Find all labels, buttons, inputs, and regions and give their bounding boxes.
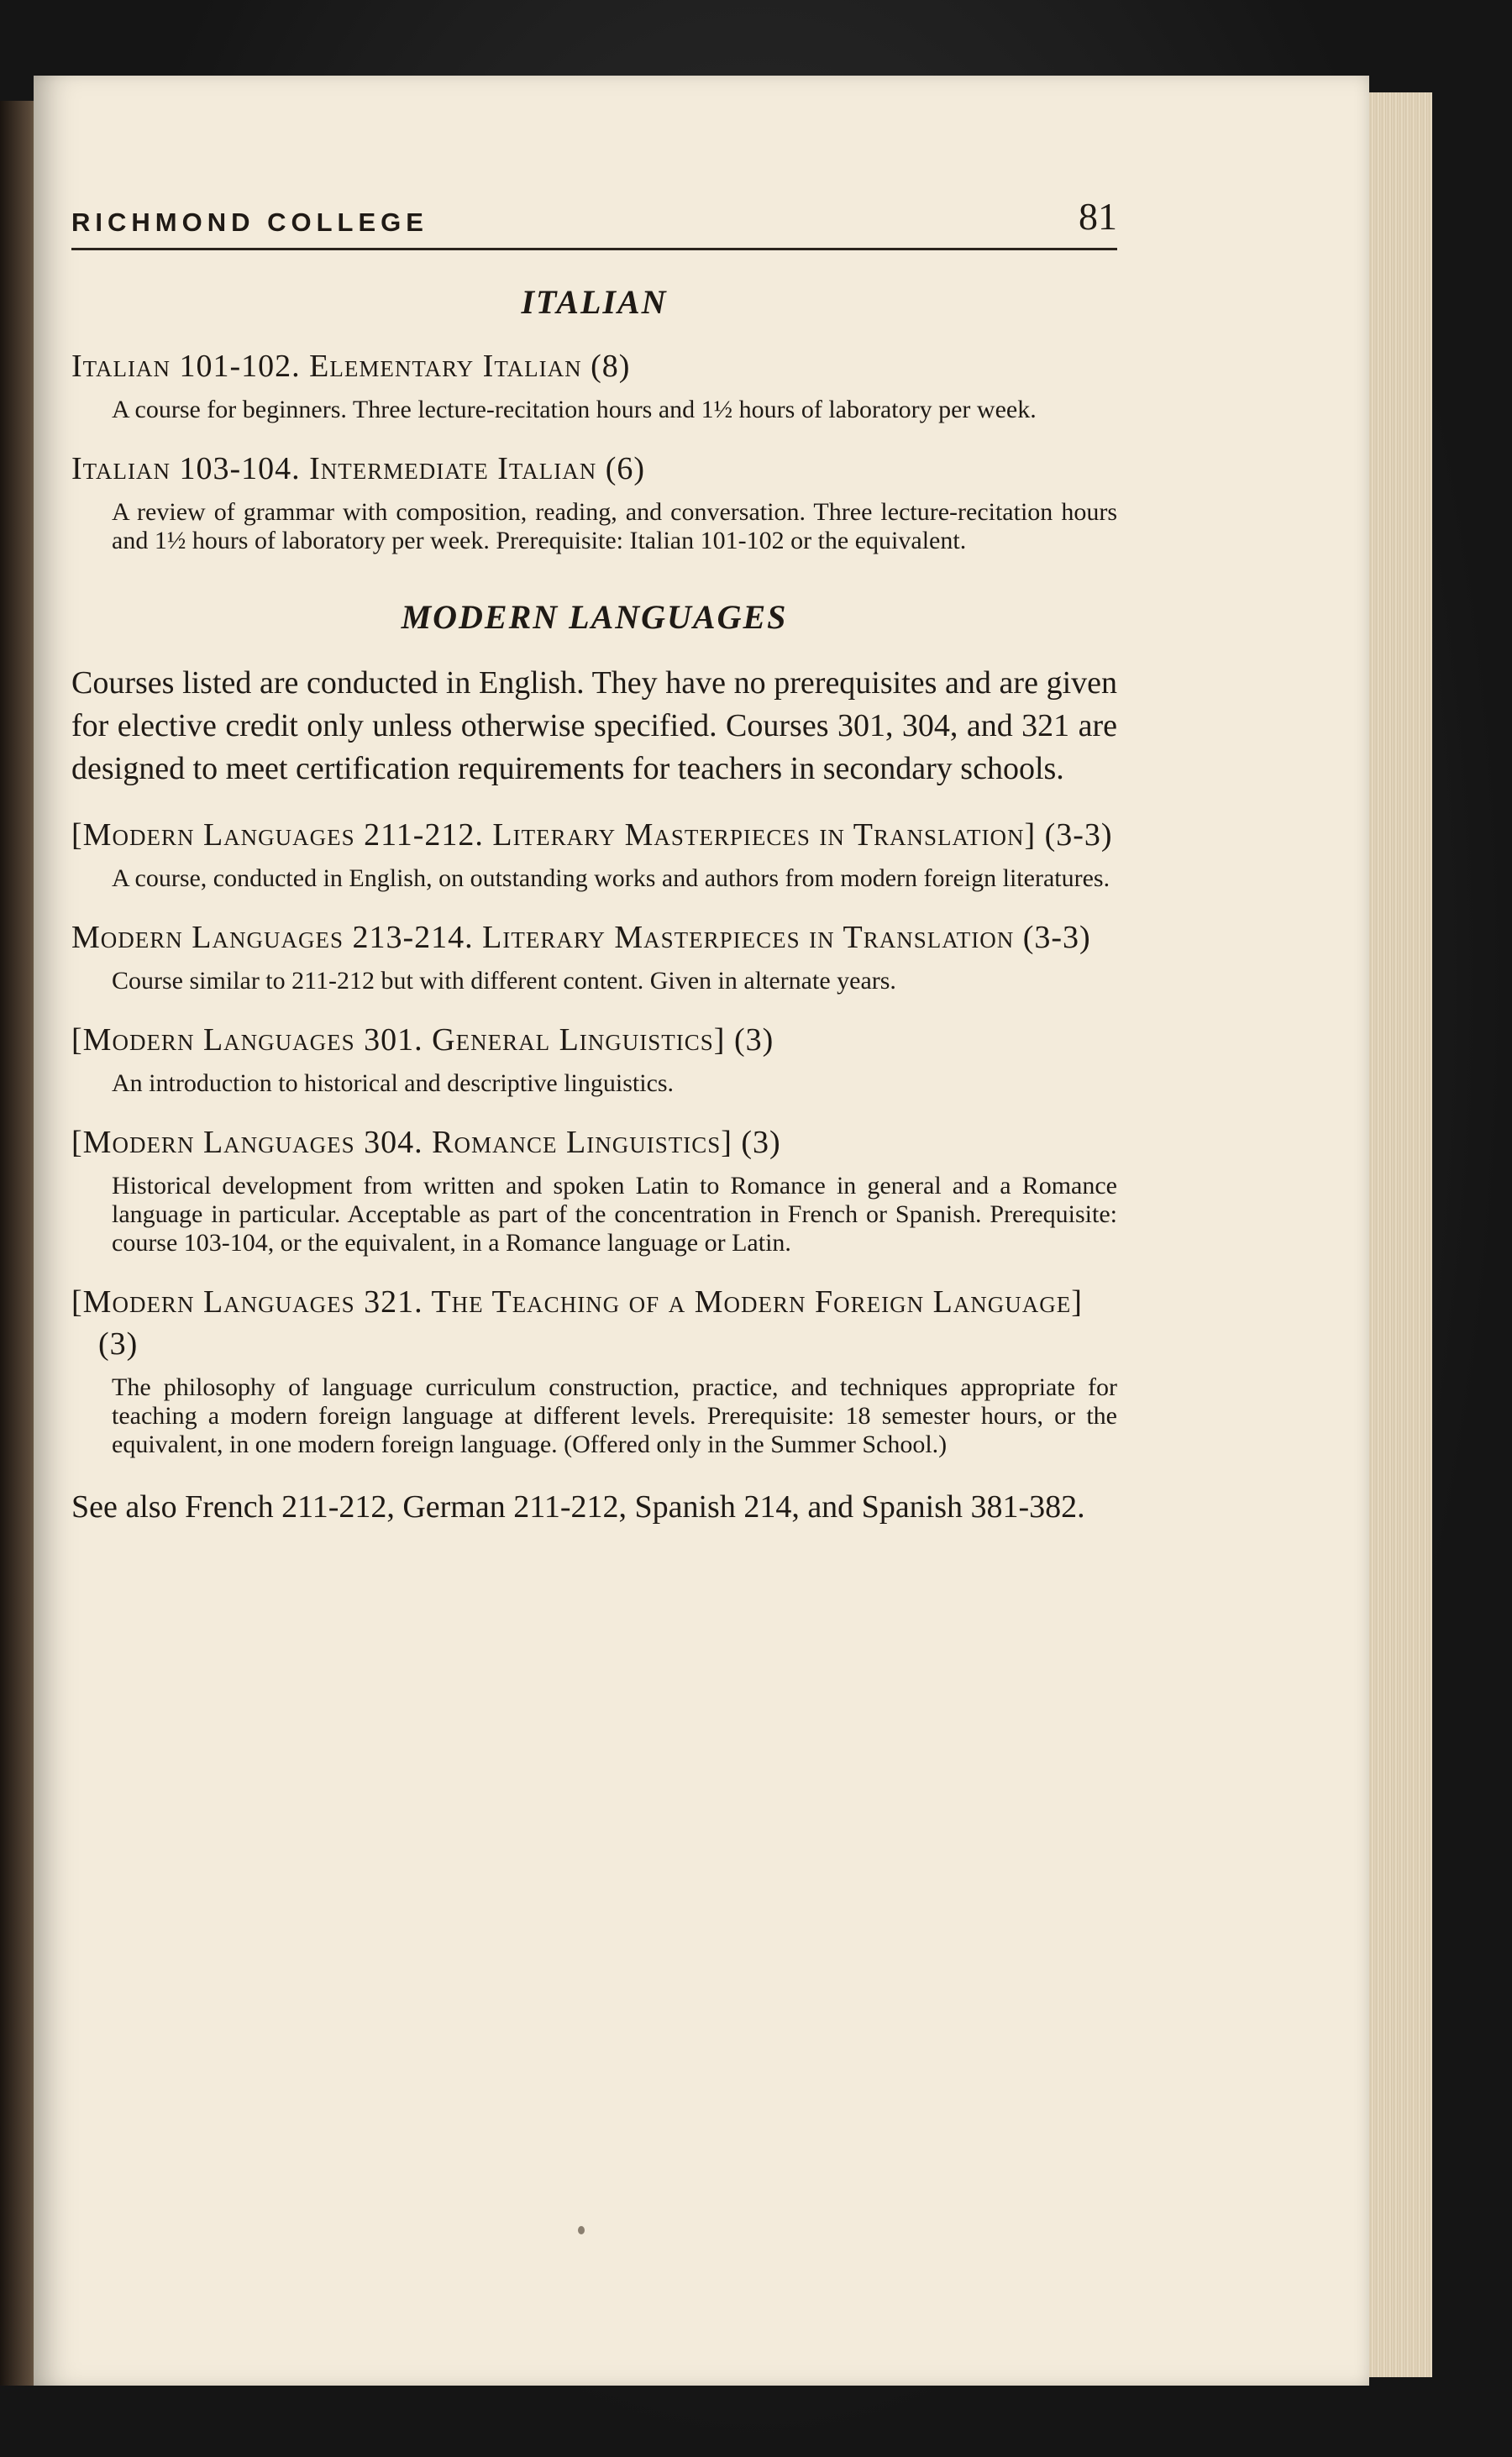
course-heading: Italian 103-104. Intermediate Italian (6) [71,451,646,486]
course-heading: [Modern Languages 211-212. Literary Masterpieces in Translation] (3-3) [71,817,1113,853]
course-description: A review of grammar with composition, reading, and conversation. Three lecture-recitation hours and 1½ hours of laboratory per week. Prerequisite: Italian 101-102 or the equivalent. [112,498,1117,554]
course-description: A course for beginners. Three lecture-recitation hours and 1½ hours of laboratory per week. [112,396,1037,423]
course-description: The philosophy of language curriculum construction, practice, and techniques appropriate for teaching a modern foreign language at different levels. Prerequisite: 18 semester hours, or the equivalent, in one modern foreign language. (Offered only in the Summer School.) [112,1373,1117,1458]
course-description: Historical development from written and spoken Latin to Romance in general and a Romance language in particular. Acceptable as part of the concentration in French or Spanish. Prerequisite: course 103-104, or the equivalent, in a Romance language or Latin. [112,1172,1117,1257]
see-also-note: See also French 211-212, German 211-212, Spanish 214, and Spanish 381-382. [71,1489,1085,1525]
page-content [71,189,1117,1529]
course-heading: Italian 101-102. Elementary Italian (8) [71,349,631,384]
course-description: Course similar to 211-212 but with different content. Given in alternate years. [112,967,896,995]
running-head [71,189,1117,250]
intro-paragraph: Courses listed are conducted in English. They have no prerequisites and are given for elective credit only unless otherwise specified. Courses 301, 304, and 321 are designed to meet certification requirements for teachers in secondary schools. [71,665,1117,786]
section-title-italian: ITALIAN [521,283,668,321]
course-heading: Modern Languages 213-214. Literary Masterpieces in Translation (3-3) [71,920,1091,955]
running-title: RICHMOND COLLEGE [71,207,428,237]
course-heading: [Modern Languages 321. The Teaching of a Modern Foreign Language] (3) [71,1284,1083,1362]
section-title-modern-languages: MODERN LANGUAGES [401,598,788,636]
course-heading: [Modern Languages 301. General Linguistics] (3) [71,1022,774,1058]
course-description: A course, conducted in English, on outstanding works and authors from modern foreign literatures. [112,864,1110,892]
course-heading: [Modern Languages 304. Romance Linguistics] (3) [71,1125,781,1160]
page-number: 81 [1079,195,1117,238]
page-mark [578,2226,585,2234]
course-description: An introduction to historical and descriptive linguistics. [112,1069,675,1097]
